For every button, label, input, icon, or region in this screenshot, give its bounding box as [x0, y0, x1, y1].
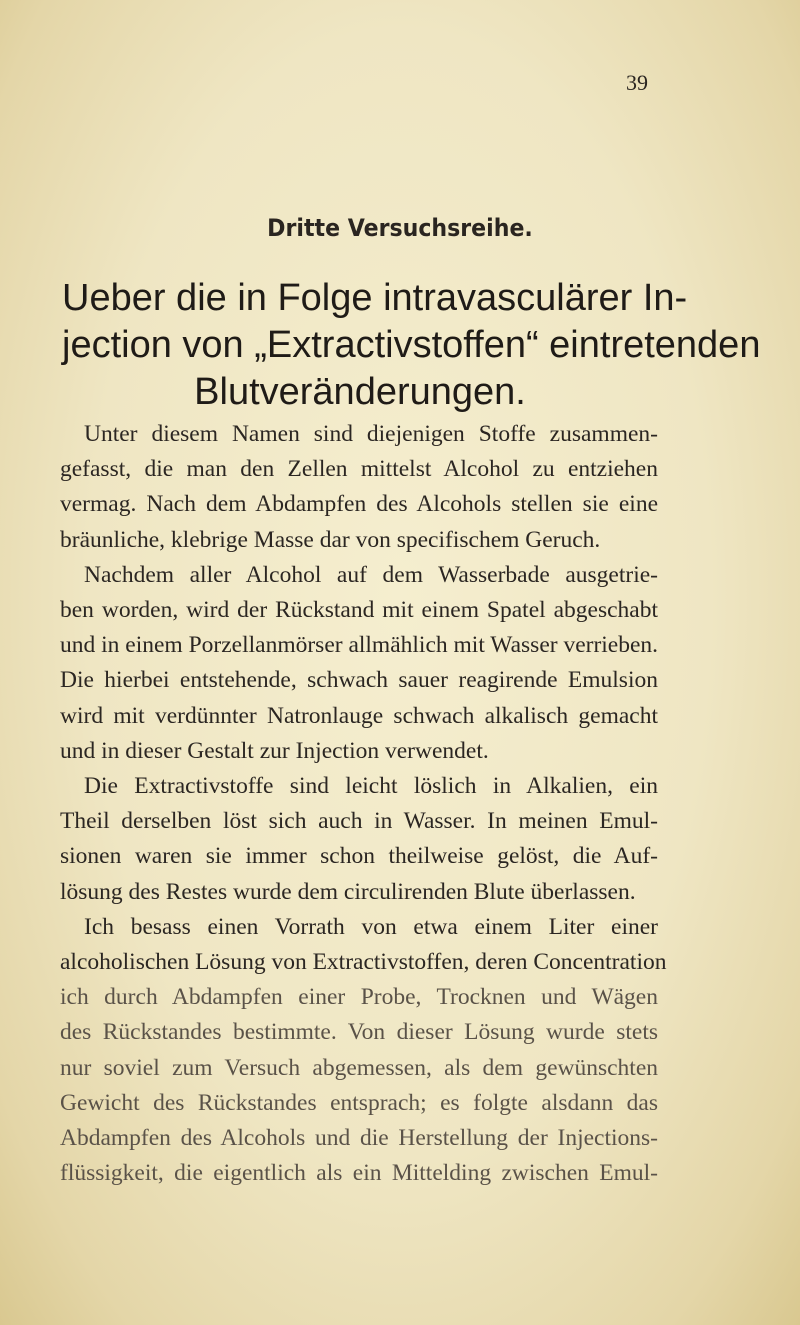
text-line: Abdampfen des Alcohols und die Herstellung der Injections- — [60, 1125, 658, 1152]
text-line: Theil derselben löst sich auch in Wasser. In meinen Emul- — [60, 808, 658, 835]
body-text — [60, 417, 667, 1191]
text-line: Ich besass einen Vorrath von etwa einem Liter einer — [84, 913, 658, 940]
title-line: jection von „Extractivstoffen“ eintretenden — [62, 324, 761, 366]
text-line: und in dieser Gestalt zur Injection verwendet. — [60, 737, 489, 764]
text-line: wird mit verdünnter Natronlauge schwach alkalisch gemacht — [60, 702, 658, 729]
text-line: ich durch Abdampfen einer Probe, Trocknen und Wägen — [60, 984, 658, 1011]
text-line: Gewicht des Rückstandes entsprach; es folgte alsdann das — [60, 1089, 658, 1116]
text-line: alcoholischen Lösung von Extractivstoffen, deren Concentration — [60, 949, 667, 976]
title-line: Ueber die in Folge intravasculärer In- — [62, 277, 688, 319]
text-line: lösung des Restes wurde dem circulirenden Blute überlassen. — [60, 878, 636, 905]
text-line: nur soviel zum Versuch abgemessen, als dem gewünschten — [60, 1054, 658, 1081]
text-line: bräunliche, klebrige Masse dar von specifischem Geruch. — [60, 526, 601, 553]
text-line: Die hierbei entstehende, schwach sauer reagirende Emulsion — [60, 667, 658, 694]
section-heading: Dritte Versuchsreihe. — [267, 214, 533, 242]
text-line: Die Extractivstoffe sind leicht löslich in Alkalien, ein — [84, 773, 658, 800]
text-line: sionen waren sie immer schon theilweise gelöst, die Auf- — [60, 843, 658, 870]
chapter-title — [62, 275, 761, 416]
text-line: flüssigkeit, die eigentlich als ein Mittelding zwischen Emul- — [60, 1160, 658, 1187]
text-line: ben worden, wird der Rückstand mit einem Spatel abgeschabt — [60, 597, 658, 624]
text-line: und in einem Porzellanmörser allmählich mit Wasser verrieben. — [60, 632, 659, 659]
text-line: Nachdem aller Alcohol auf dem Wasserbade ausgetrie- — [84, 561, 658, 588]
text-line: gefasst, die man den Zellen mittelst Alcohol zu entziehen — [60, 456, 658, 483]
text-line: des Rückstandes bestimmte. Von dieser Lösung wurde stets — [60, 1019, 658, 1046]
title-line: Blutveränderungen. — [194, 371, 526, 413]
text-line: vermag. Nach dem Abdampfen des Alcohols stellen sie eine — [60, 491, 658, 518]
page-number: 39 — [626, 70, 648, 95]
text-line: Unter diesem Namen sind diejenigen Stoffe zusammen- — [84, 421, 658, 447]
